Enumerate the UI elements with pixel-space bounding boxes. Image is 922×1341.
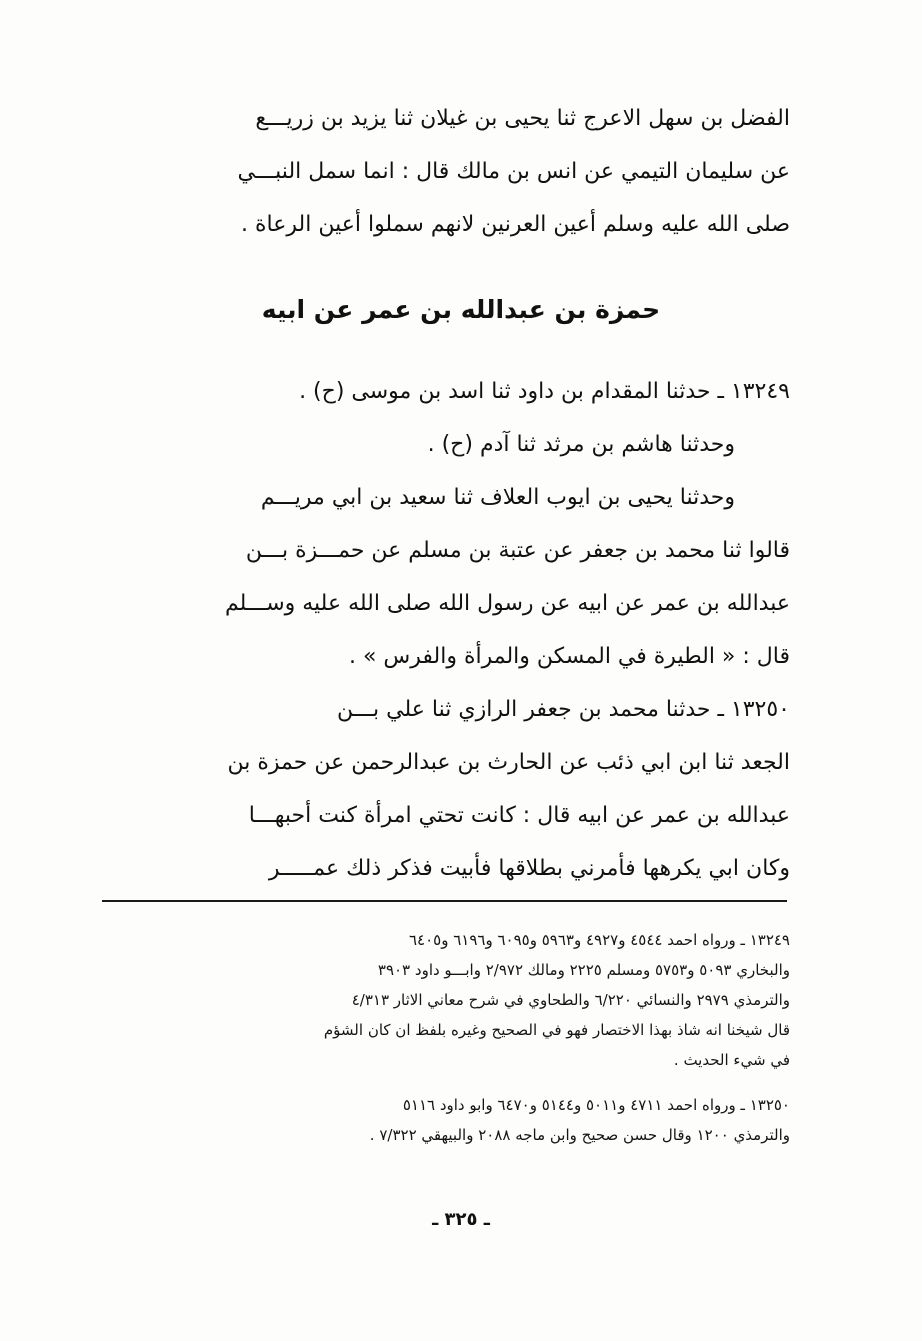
footnote-line: قال شيخنا انه شاذ بهذا الاختصار فهو في الصحيح وغيره بلفظ ان كان الشؤم xyxy=(323,1021,790,1039)
footnote-line: والبخاري ٥٠٩٣ و٥٧٥٣ ومسلم ٢٢٢٥ ومالك ٢/٩٧٢ وابـــو داود ٣٩٠٣ xyxy=(377,961,790,979)
text-line: صلى الله عليه وسلم أعين العرنين لانهم سملوا أعين الرعاة . xyxy=(241,212,790,237)
text-line: وحدثنا يحيى بن ايوب العلاف ثنا سعيد بن ابي مريـــم xyxy=(260,485,735,510)
footnote-line: ١٣٢٥٠ ـ ورواه احمد ٤٧١١ و٥٠١١ و٥١٤٤ و٦٤٧٠ وابو داود ٥١١٦ xyxy=(402,1096,790,1114)
text-line: الجعد ثنا ابن ابي ذئب عن الحارث بن عبدالرحمن عن حمزة بن xyxy=(227,750,790,775)
text-line: وكان ابي يكرهها فأمرني بطلاقها فأبيت فذكر ذلك عمـــــر xyxy=(268,856,790,881)
text-line: عبدالله بن عمر عن ابيه عن رسول الله صلى الله عليه وســـلم xyxy=(224,591,790,616)
footnote-line: في شيء الحديث . xyxy=(673,1051,790,1069)
text-line: عبدالله بن عمر عن ابيه قال : كانت تحتي امرأة كنت أحبهـــا xyxy=(248,803,790,828)
hadith-13250-line: ١٣٢٥٠ ـ حدثنا محمد بن جعفر الرازي ثنا علي بـــن xyxy=(336,697,790,722)
section-heading: حمزة بن عبدالله بن عمر عن ابيه xyxy=(261,295,661,324)
footnote-line: والترمذي ١٢٠٠ وقال حسن صحيح وابن ماجه ٢٠٨٨ والبيهقي ٧/٣٢٢ . xyxy=(369,1126,790,1144)
footnote-line: والترمذي ٢٩٧٩ والنسائي ٦/٢٢٠ والطحاوي في شرح معاني الاثار ٤/٣١٣ xyxy=(351,991,790,1009)
text-line: قالوا ثنا محمد بن جعفر عن عتبة بن مسلم عن حمـــزة بـــن xyxy=(245,538,790,563)
text-line: قال : « الطيرة في المسكن والمرأة والفرس » . xyxy=(348,644,790,669)
footnote-gap xyxy=(82,1075,790,1090)
hadith-13249-line: ١٣٢٤٩ ـ حدثنا المقدام بن داود ثنا اسد بن موسى (ح) . xyxy=(299,379,790,404)
hadith-block xyxy=(75,365,790,895)
text-line: الفضل بن سهل الاعرج ثنا يحيى بن غيلان ثنا يزيد بن زريـــع xyxy=(255,106,790,131)
top-paragraph xyxy=(75,92,790,251)
footnote-divider xyxy=(102,900,787,902)
text-line: وحدثنا هاشم بن مرثد ثنا آدم (ح) . xyxy=(427,432,735,457)
page-number: ـ ٣٢٥ ـ xyxy=(432,1209,490,1230)
footnote-line: ١٣٢٤٩ ـ ورواه احمد ٤٥٤٤ و٤٩٢٧ و٥٩٦٣ و٦٠٩٥ و٦١٩٦ و٦٤٠٥ xyxy=(409,931,790,949)
footnotes xyxy=(82,925,790,1150)
text-line: عن سليمان التيمي عن انس بن مالك قال : انما سمل النبـــي xyxy=(237,159,790,184)
